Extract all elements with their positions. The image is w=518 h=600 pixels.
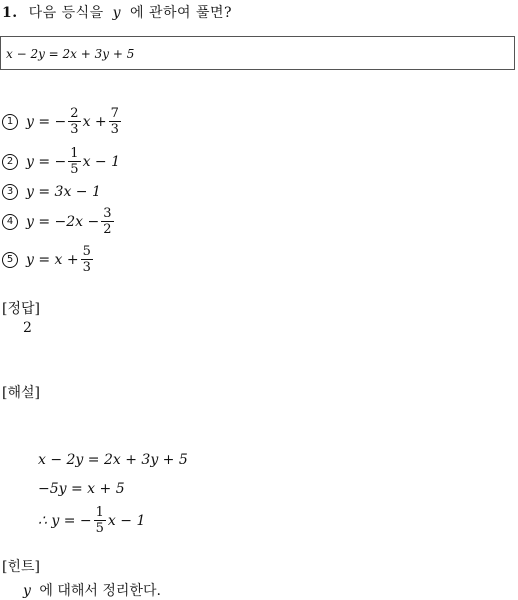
option-marker-4: 4 <box>2 214 18 230</box>
solution-line-2: −5y = x + 5 <box>38 481 125 497</box>
option-2[interactable] <box>2 146 120 177</box>
option-3-text: y = 3x − 1 <box>26 184 101 200</box>
option-5-prefix: y = x + <box>26 251 79 268</box>
question-text-post: 에 관하여 풀면? <box>129 5 233 21</box>
answer-value: 2 <box>23 320 32 336</box>
solution-label: [해설] <box>2 385 40 401</box>
option-1-fraction-a <box>68 106 80 137</box>
option-1-num-b: 7 <box>110 106 119 121</box>
hint-label: [힌트] <box>2 559 40 575</box>
option-1[interactable] <box>2 106 123 137</box>
solution-line-3-suffix: x − 1 <box>107 512 146 529</box>
option-marker-3: 3 <box>2 184 18 200</box>
option-marker-5: 5 <box>2 252 18 268</box>
solution-line-3-den: 5 <box>95 521 104 536</box>
option-1-den-a: 3 <box>70 122 79 137</box>
option-2-den: 5 <box>70 162 79 177</box>
option-4-fraction <box>101 206 113 237</box>
option-5-den: 3 <box>82 260 91 275</box>
solution-line-1: x − 2y = 2x + 3y + 5 <box>38 452 188 468</box>
option-2-mid: x − 1 <box>82 153 120 170</box>
option-1-num-a: 2 <box>70 106 79 121</box>
option-4-num: 3 <box>103 206 112 221</box>
option-5[interactable] <box>2 244 95 275</box>
option-5-fraction <box>81 244 93 275</box>
option-4-den: 2 <box>103 222 112 237</box>
given-equation: x − 2y = 2x + 3y + 5 <box>6 47 135 61</box>
option-1-den-b: 3 <box>110 122 119 137</box>
option-marker-2: 2 <box>2 154 18 170</box>
option-1-mid: x + <box>82 113 107 130</box>
option-4[interactable] <box>2 206 116 237</box>
hint-text <box>23 580 161 600</box>
solution-line-3-num: 1 <box>95 505 104 520</box>
answer-label: [정답] <box>2 301 40 317</box>
solution-line-3-fraction <box>94 505 106 536</box>
option-2-num: 1 <box>70 146 79 161</box>
hint-var: y <box>23 583 31 599</box>
option-5-num: 5 <box>82 244 91 259</box>
option-4-prefix: y = −2x − <box>26 213 100 230</box>
question-header <box>2 2 232 22</box>
option-1-fraction-b <box>109 106 121 137</box>
hint-body: 에 대해서 정리한다. <box>39 583 161 599</box>
solution-line-3 <box>38 505 145 536</box>
option-1-prefix: y = − <box>26 113 67 130</box>
solution-line-3-prefix: ∴ y = − <box>38 512 92 529</box>
option-marker-1: 1 <box>2 114 18 130</box>
question-number: 1. <box>2 5 18 21</box>
option-2-fraction <box>68 146 80 177</box>
option-3[interactable] <box>2 184 101 200</box>
question-text-pre: 다음 등식을 <box>28 5 104 21</box>
given-equation-box <box>0 36 515 70</box>
question-var: y <box>112 5 122 21</box>
option-2-prefix: y = − <box>26 153 67 170</box>
